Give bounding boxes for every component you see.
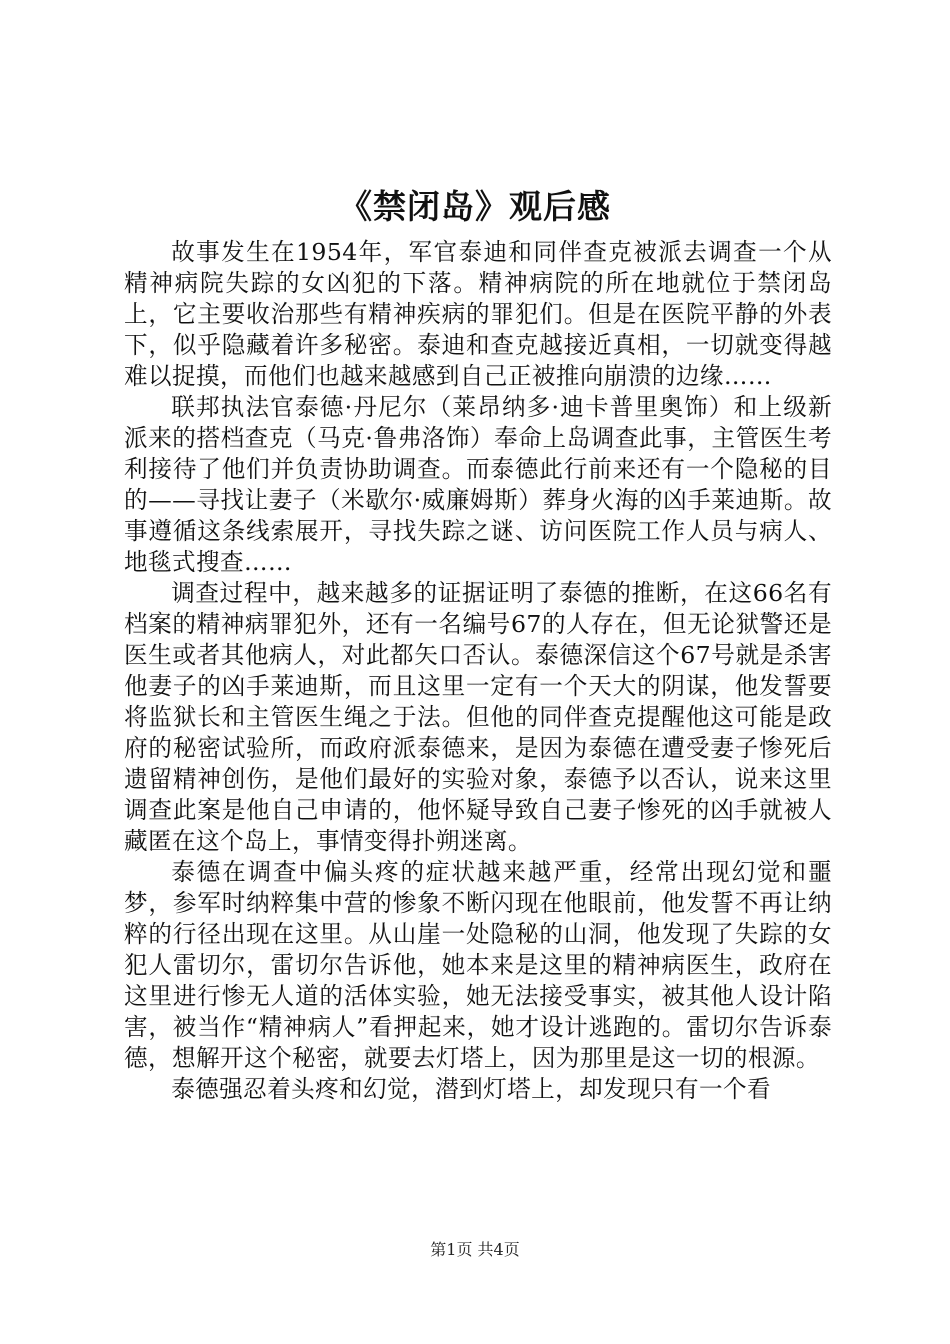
paragraph-2: 联邦执法官泰德·丹尼尔（莱昂纳多·迪卡普里奥饰）和上级新派来的搭档查克（马克·鲁弗洛饰）奉命上岛调查此事，主管医生考利接待了他们并负责协助调查。而泰德此行前来还有一个隐秘的目的——寻找让妻子（米歇尔·威廉姆斯）葬身火海的凶手莱迪斯。故事遵循这条线索展开，寻找失踪之谜、访问医院工作人员与病人、地毯式搜查…… — [124, 393, 832, 576]
paragraph-3: 调查过程中，越来越多的证据证明了泰德的推断，在这66名有档案的精神病罪犯外，还有一名编号67的人存在，但无论狱警还是医生或者其他病人，对此都矢口否认。泰德深信这个67号就是杀害他妻子的凶手莱迪斯，而且这里一定有一个天大的阴谋，他发誓要将监狱长和主管医生绳之于法。但他的同伴查克提醒他这可能是政府的秘密试验所，而政府派泰德来，是因为泰德在遭受妻子惨死后遗留精神创伤，是他们最好的实验对象，泰德予以否认，说来这里调查此案是他自己申请的，他怀疑导致自己妻子惨死的凶手就被人藏匿在这个岛上，事情变得扑朔迷离。 — [124, 579, 832, 855]
paragraph-1: 故事发生在1954年，军官泰迪和同伴查克被派去调查一个从精神病院失踪的女凶犯的下落。精神病院的所在地就位于禁闭岛上，它主要收治那些有精神疾病的罪犯们。但是在医院平静的外表下，似乎隐藏着许多秘密。泰迪和查克越接近真相，一切就变得越难以捉摸，而他们也越来越感到自己正被推向崩溃的边缘…… — [124, 238, 832, 390]
paragraph-5: 泰德强忍着头疼和幻觉，潜到灯塔上，却发现只有一个看 — [171, 1075, 772, 1103]
page-number-footer: 第1页 共4页 — [430, 1240, 520, 1259]
document-title: 《禁闭岛》观后感 — [339, 187, 611, 226]
paragraph-4: 泰德在调查中偏头疼的症状越来越严重，经常出现幻觉和噩梦，参军时纳粹集中营的惨象不断闪现在他眼前，他发誓不再让纳粹的行径出现在这里。从山崖一处隐秘的山洞，他发现了失踪的女犯人雷切尔，雷切尔告诉他，她本来是这里的精神病医生，政府在这里进行惨无人道的活体实验，她无法接受事实，被其他人设计陷害，被当作“精神病人”看押起来，她才设计逃跑的。雷切尔告诉泰德，想解开这个秘密，就要去灯塔上，因为那里是这一切的根源。 — [124, 858, 832, 1072]
document-body — [124, 237, 832, 1105]
